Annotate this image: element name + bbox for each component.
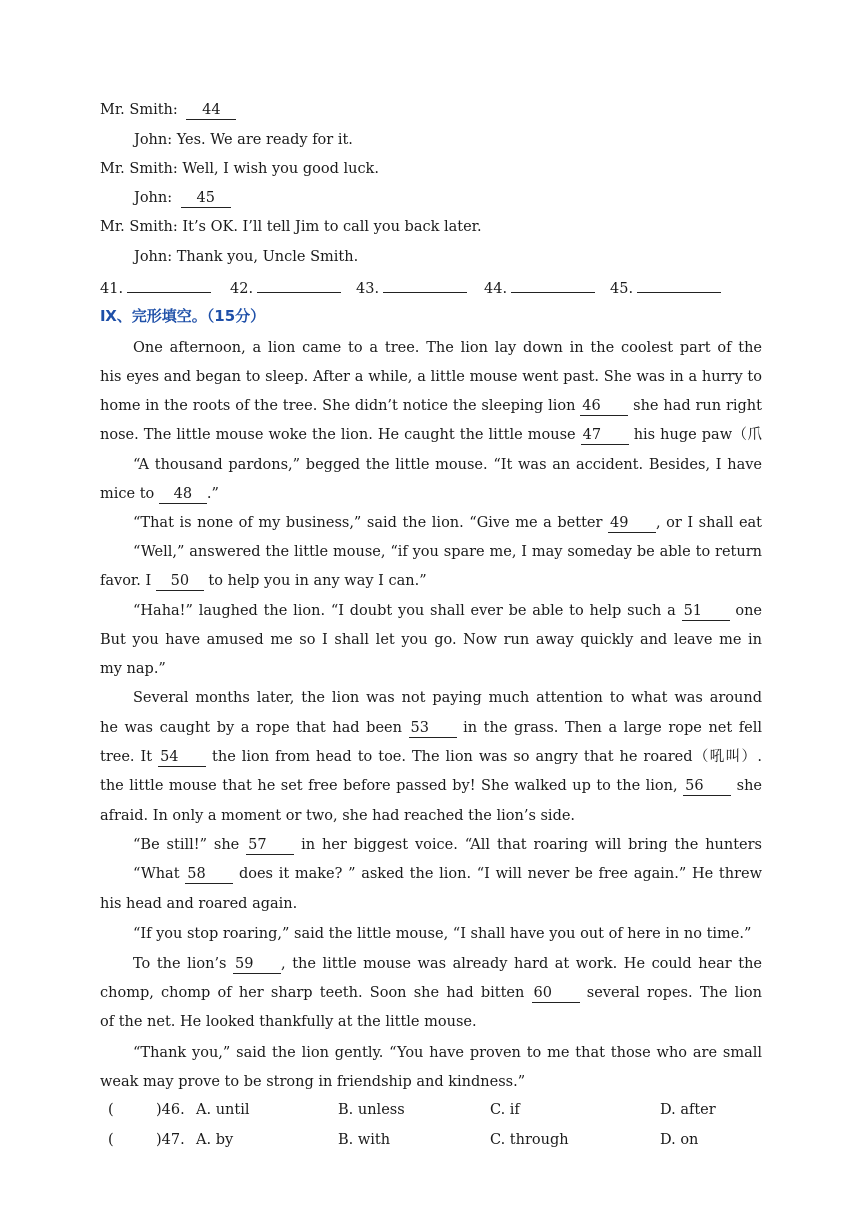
option-b[interactable]: B. unless [338, 1102, 405, 1118]
passage-text: “A thousand pardons,” begged the little mouse. “It was an accident. Besides, I have [133, 457, 762, 473]
speaker: John: [134, 190, 173, 206]
passage-line [100, 983, 762, 1003]
passage-text: mice to [100, 486, 159, 502]
dialogue-line [100, 159, 762, 179]
passage-text: “That is none of my business,” said the lion. “Give me a better [133, 515, 608, 531]
answer-43[interactable]: 43. [356, 278, 467, 299]
passage-line [100, 367, 762, 387]
passage-text: chomp, chomp of her sharp teeth. Soon she had bitten [100, 985, 532, 1001]
passage-text: to help you in any way I can.” [203, 573, 427, 589]
passage-text: one [735, 603, 762, 619]
dialogue-text: It’s OK. I’ll tell Jim to call you back later. [182, 219, 482, 235]
option-c[interactable]: C. through [490, 1132, 569, 1148]
passage-line [100, 1012, 762, 1032]
passage-text: “Well,” answered the little mouse, “if you spare me, I may someday be able to return [133, 544, 762, 560]
passage-text: home in the roots of the tree. She didn’t notice the sleeping lion [100, 398, 581, 414]
answer-row [100, 278, 762, 300]
passage-line [100, 484, 762, 504]
cloze-blank[interactable]: 47 [581, 426, 629, 445]
passage-line [133, 513, 762, 533]
answer-41[interactable]: 41. [100, 278, 211, 299]
option-c[interactable]: C. if [490, 1102, 520, 1118]
option-a[interactable]: A. until [196, 1102, 250, 1118]
passage-line [100, 630, 762, 650]
passage-text: he was caught by a rope that had been [100, 720, 409, 736]
answer-45[interactable]: 45. [610, 278, 721, 299]
passage-text: “If you stop roaring,” said the little mouse, “I shall have you out of here in no time.” [133, 926, 752, 942]
cloze-blank[interactable]: 58 [185, 865, 233, 884]
passage-line [133, 542, 762, 562]
cloze-blank[interactable]: 48 [159, 485, 207, 504]
passage-line [100, 894, 762, 914]
dialogue-line [134, 188, 796, 208]
dialogue-text: Thank you, Uncle Smith. [176, 249, 359, 265]
cloze-blank[interactable]: 57 [246, 836, 294, 855]
passage-line [133, 924, 762, 944]
dialogue-line [100, 217, 762, 237]
speaker: Mr. Smith: [100, 102, 178, 118]
section-title: Ⅸ、完形填空。（15分） [100, 307, 266, 325]
passage-text: she [736, 778, 762, 794]
passage-text: in the grass. Then a large rope net fell [463, 720, 762, 736]
passage-text: his huge paw（爪 [633, 427, 762, 443]
passage-text: does it make? ” asked the lion. “I will never be free again.” He threw [238, 866, 762, 882]
passage-line [100, 1072, 762, 1092]
passage-text: of the net. He looked thankfully at the little mouse. [100, 1014, 477, 1030]
dialogue-line [100, 100, 762, 120]
worksheet-page: Mr. Smith: 44 John: Yes. We are ready for it. Mr. Smith: Well, I wish you good luck. John: 45 Mr. Smith: It’s OK. I’ll tell Jim to call you back later. John: Thank you, Uncle Smith. 41. 42. 43. 44. 45. Ⅸ、完形填空。（15分） One afternoon, a lion came to a tree. The lion lay down in the coolest part of the his eyes and began to sleep. After a while, a little mouse went past. She was in a hurry to home in the roots of the tree. She didn’t notice the sleeping lion 46 she had run right nose. The little mouse woke the lion. He caught the little mouse 47 his huge paw（爪 “A thousand pardons,” begged the little mouse. “It was an accident. Besides, I have mice to 48 .” “That is none of my business,” said the lion. “Give me a better 49 , or I shall eat “Well,” answered the little mouse, “if you spare me, I may someday be able to return favor. I 50 to help you in any way I can.” “Haha!” laughed the lion. “I doubt you shall ever be able to help such a 51 one But you have amused me so I shall let you go. Now run away quickly and leave me in my nap.” Several months later, the lion was not paying much attention to what was around he was caught by a rope that had been 53 in the grass. Then a large rope net fell tree. It 54 the lion from head to toe. The lion was so angry that he roared（吼叫）. the little mouse that he set free before passed by! She walked up to the lion, 56 she afraid. In only a moment or two, she had reached the lion’s side. “Be still!” she 57 in her biggest voice. “All that roaring will bring the hunters “What 58 does it make? ” asked the lion. “I will never be free again.” He threw his head and roared again. “If you stop roaring,” said the little mouse, “I shall have you out of here in no time.” To the lion’s 59 , the little mouse was already hard at work. He could hear the chomp, chomp of her sharp teeth. Soon she had bitten 60 several ropes. The lion of the net. He looked thankfully at the little mouse. “Thank you,” said the lion gently. “You have proven to me that those who are small weak may prove to be strong in friendship and kindness.” ( )46. A. until B. unless C. if D. after ( )47. A. by B. with C. through D. on [0, 0, 860, 1216]
passage-line [100, 396, 762, 416]
speaker: Mr. Smith: [100, 219, 178, 235]
passage-text: “Be still!” she [133, 837, 247, 853]
passage-text: One afternoon, a lion came to a tree. The lion lay down in the coolest part of the [133, 340, 762, 356]
passage-text: But you have amused me so I shall let you go. Now run away quickly and leave me in [100, 632, 762, 648]
cloze-blank[interactable]: 60 [532, 984, 580, 1003]
passage-text: weak may prove to be strong in friendship and kindness.” [100, 1074, 526, 1090]
passage-line [133, 954, 762, 974]
dialogue-line [134, 130, 796, 150]
passage-text: his eyes and began to sleep. After a while, a little mouse went past. She was in a hurry to [100, 369, 762, 385]
speaker: John: [134, 132, 173, 148]
passage-text: “Haha!” laughed the lion. “I doubt you shall ever be able to help such a [133, 603, 682, 619]
passage-text: several ropes. The lion [586, 985, 762, 1001]
passage-line [100, 747, 762, 767]
passage-text: she had run right [633, 398, 762, 414]
passage-text: .” [206, 486, 219, 502]
speaker: Mr. Smith: [100, 161, 178, 177]
passage-text: in her biggest voice. “All that roaring will bring the hunters [301, 837, 762, 853]
passage-line [100, 425, 762, 445]
passage-text: To the lion’s [133, 956, 234, 972]
passage-line [133, 338, 762, 358]
passage-text: nose. The little mouse woke the lion. He caught the little mouse [100, 427, 581, 443]
dialogue-line [134, 247, 796, 267]
passage-text: , the little mouse was already hard at work. He could hear the [281, 956, 762, 972]
passage-line [133, 835, 762, 855]
passage-line [100, 659, 762, 679]
cloze-blank[interactable]: 56 [683, 777, 731, 796]
cloze-blank[interactable]: 50 [156, 572, 204, 591]
passage-line [133, 1043, 762, 1063]
option-a[interactable]: A. by [196, 1132, 234, 1148]
answer-44[interactable]: 44. [484, 278, 595, 299]
passage-text: afraid. In only a moment or two, she had reached the lion’s side. [100, 808, 576, 824]
dialogue-text: Well, I wish you good luck. [182, 161, 379, 177]
passage-text: his head and roared again. [100, 896, 298, 912]
option-b[interactable]: B. with [338, 1132, 391, 1148]
answer-42[interactable]: 42. [230, 278, 341, 299]
passage-line [100, 571, 762, 591]
blank-44[interactable]: 44 [186, 101, 236, 120]
cloze-blank[interactable]: 49 [608, 514, 656, 533]
passage-line [133, 864, 762, 884]
cloze-blank[interactable]: 59 [233, 955, 281, 974]
cloze-blank[interactable]: 54 [158, 748, 206, 767]
cloze-blank[interactable]: 51 [682, 602, 730, 621]
blank-45[interactable]: 45 [181, 189, 231, 208]
passage-text: “What [133, 866, 186, 882]
passage-text: my nap.” [100, 661, 166, 677]
dialogue-text: Yes. We are ready for it. [176, 132, 353, 148]
passage-text: Several months later, the lion was not paying much attention to what was around [133, 690, 762, 706]
option-d[interactable]: D. on [660, 1132, 699, 1148]
passage-text: the little mouse that he set free before passed by! She walked up to the lion, [100, 778, 684, 794]
option-d[interactable]: D. after [660, 1102, 716, 1118]
cloze-blank[interactable]: 46 [580, 397, 628, 416]
speaker: John: [134, 249, 173, 265]
passage-text: favor. I [100, 573, 156, 589]
passage-text: tree. It [100, 749, 159, 765]
passage-text: , or I shall eat [655, 515, 762, 531]
passage-line [133, 601, 762, 621]
cloze-blank[interactable]: 53 [409, 719, 457, 738]
passage-line [133, 455, 762, 475]
passage-line [100, 776, 762, 796]
passage-text: “Thank you,” said the lion gently. “You have proven to me that those who are small [133, 1045, 762, 1061]
passage-text: the lion from head to toe. The lion was so angry that he roared（吼叫）. [206, 749, 762, 765]
passage-line [133, 688, 762, 708]
passage-line [100, 806, 762, 826]
passage-line [100, 718, 762, 738]
